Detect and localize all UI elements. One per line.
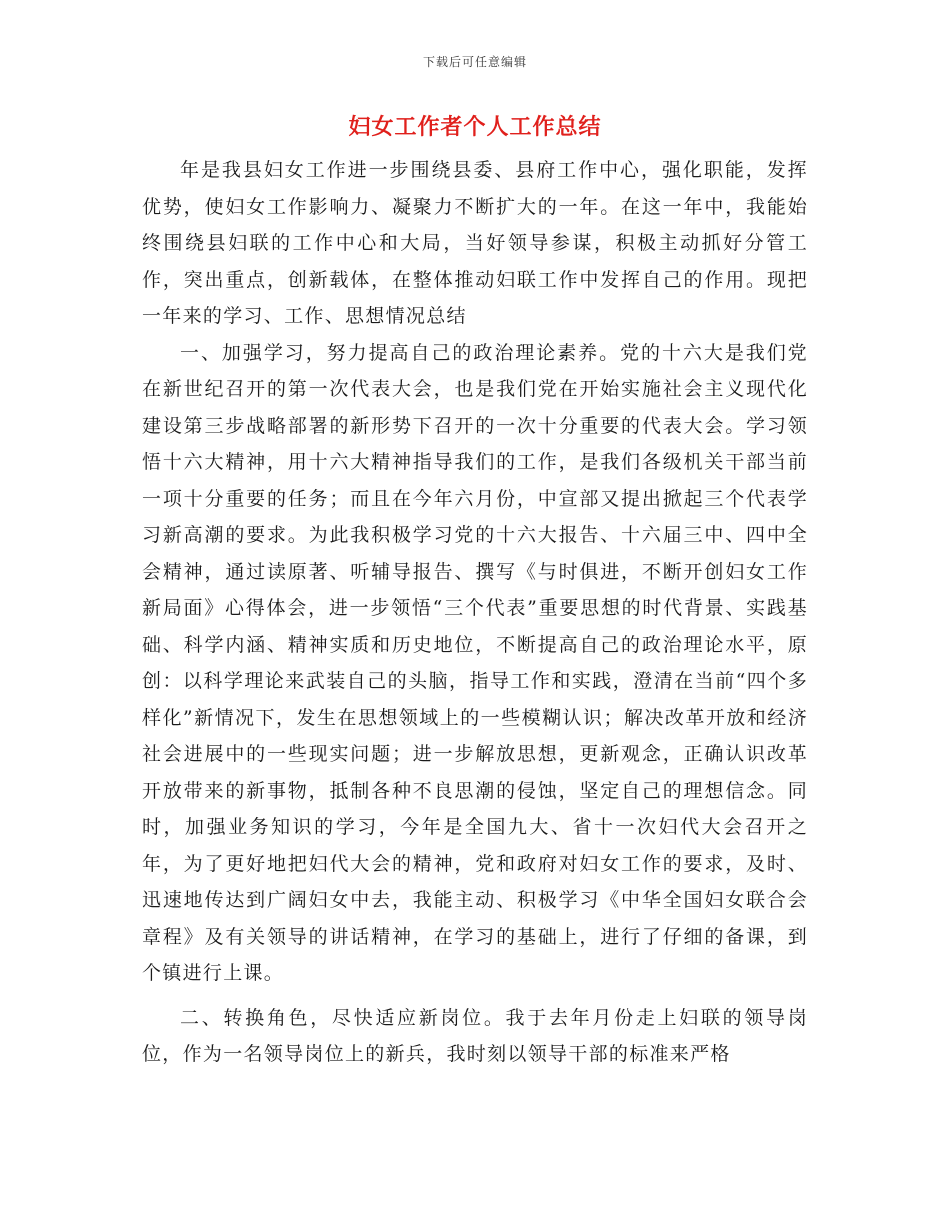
header-note: 下载后可任意编辑	[422, 55, 527, 69]
paragraph-intro: 年是我县妇女工作进一步围绕县委、县府工作中心，强化职能，发挥优势，使妇女工作影响力、凝聚力不断扩大的一年。在这一年中，我能始终围绕县妇联的工作中心和大局，当好领导参谋，积极主动抓好分管工作，突出重点，创新载体，在整体推动妇联工作中发挥自己的作用。现把一年来的学习、工作、思想情况总结	[142, 159, 808, 327]
paragraph-section-one: 一、加强学习，努力提高自己的政治理论素养。党的十六大是我们党在新世纪召开的第一次代表大会，也是我们党在开始实施社会主义现代化建设第三步战略部署的新形势下召开的一次十分重要的代表大会。学习领悟十六大精神，用十六大精神指导我们的工作，是我们各级机关干部当前一项十分重要的任务；而且在今年六月份，中宣部又提出掀起三个代表学习新高潮的要求。为此我积极学习党的十六大报告、十六届三中、四中全会精神，通过读原著、听辅导报告、撰写《与时俱进，不断开创妇女工作新局面》心得体会，进一步领悟“三个代表”重要思想的时代背景、实践基础、科学内涵、精神实质和历史地位，不断提高自己的政治理论水平，原创：以科学理论来武装自己的头脑，指导工作和实践，澄清在当前“四个多样化”新情况下，发生在思想领域上的一些模糊认识；解决改革开放和经济社会进展中的一些现实问题；进一步解放思想，更新观念，正确认识改革开放带来的新事物，抵制各种不良思潮的侵蚀，坚定自己的理想信念。同时，加强业务知识的学习，今年是全国九大、省十一次妇代大会召开之年，为了更好地把妇代大会的精神，党和政府对妇女工作的要求，及时、迅速地传达到广阔妇女中去，我能主动、积极学习《中华全国妇女联合会章程》及有关领导的讲话精神，在学习的基础上，进行了仔细的备课，到个镇进行上课。	[142, 341, 808, 984]
document-body	[142, 152, 808, 1073]
paragraph-section-two: 二、转换角色，尽快适应新岗位。我于去年月份走上妇联的领导岗位，作为一名领导岗位上的新兵，我时刻以领导干部的标准来严格	[142, 1006, 808, 1065]
document-title: 妇女工作者个人工作总结	[348, 115, 602, 140]
